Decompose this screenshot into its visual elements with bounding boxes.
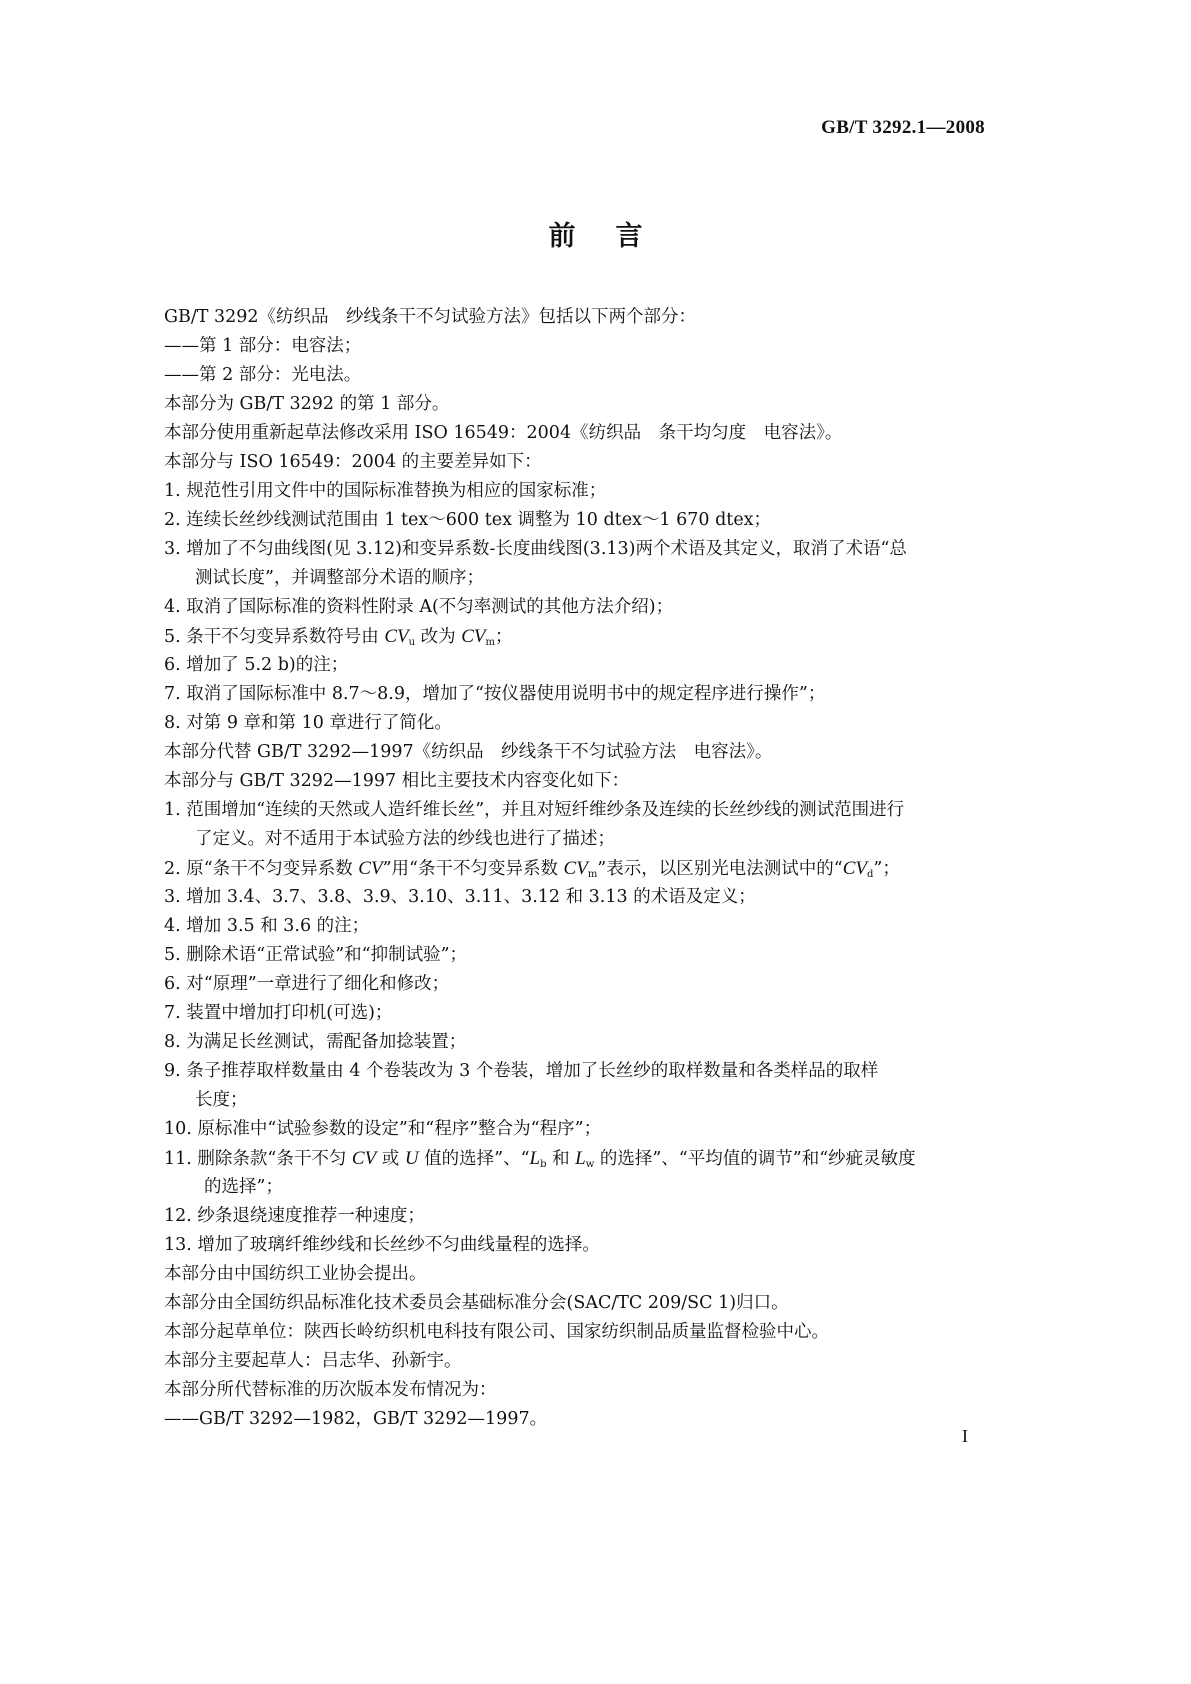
foreword-body — [164, 303, 994, 1434]
list-item: 10. 原标准中“试验参数的设定”和“程序”整合为“程序”； — [164, 1119, 602, 1139]
text: 改为 — [415, 627, 462, 647]
list-item: ——GB/T 3292—1982，GB/T 3292—1997。 — [164, 1409, 548, 1429]
list-item — [164, 1144, 994, 1173]
list-item: 7. 取消了国际标准中 8.7～8.9，增加了“按仪器使用说明书中的规定程序进行操作”； — [164, 684, 826, 704]
subscript: m — [587, 869, 598, 880]
cv-symbol: CV — [842, 858, 867, 879]
list-item: 1. 规范性引用文件中的国际标准替换为相应的国家标准； — [164, 481, 607, 501]
list-item: 4. 取消了国际标准的资料性附录 A(不匀率测试的其他方法介绍)； — [164, 597, 674, 617]
paragraph: 本部分所代替标准的历次版本发布情况为： — [164, 1380, 497, 1400]
standard-number-header: GB/T 3292.1—2008 — [821, 117, 985, 138]
text: ”用“条干不匀变异系数 — [382, 859, 564, 879]
list-item: ——第 2 部分：光电法。 — [164, 365, 362, 385]
l-symbol: L — [575, 1148, 586, 1169]
paragraph: GB/T 3292《纺织品 纱线条干不匀试验方法》包括以下两个部分： — [164, 307, 697, 327]
list-item-continuation: 了定义。对不适用于本试验方法的纱线也进行了描述； — [195, 829, 615, 849]
cv-symbol: CV — [384, 626, 409, 647]
page-title: 前言 — [548, 221, 683, 252]
u-symbol: U — [404, 1148, 419, 1169]
text: 或 — [376, 1149, 405, 1169]
list-item: 8. 对第 9 章和第 10 章进行了简化。 — [164, 713, 452, 733]
paragraph: 本部分主要起草人：吕志华、孙新宇。 — [164, 1351, 462, 1371]
cv-symbol: CV — [563, 858, 588, 879]
list-item — [164, 854, 994, 883]
subscript: b — [540, 1159, 547, 1170]
list-item-continuation: 的选择”； — [204, 1177, 283, 1197]
cv-symbol: CV — [351, 1148, 377, 1169]
subscript: d — [866, 869, 874, 880]
text: 值的选择”、“ — [418, 1149, 530, 1169]
cv-symbol: CV — [358, 858, 383, 879]
list-item: 3. 增加 3.4、3.7、3.8、3.9、3.10、3.11、3.12 和 3.13 的术语及定义； — [164, 887, 756, 907]
list-item: 2. 连续长丝纱线测试范围由 1 tex～600 tex 调整为 10 dtex～1 670 dtex； — [164, 510, 772, 530]
text: 11. 删除条款“条干不匀 — [164, 1149, 352, 1169]
subscript: w — [585, 1159, 595, 1170]
list-item: 5. 删除术语“正常试验”和“抑制试验”； — [164, 945, 468, 965]
text: ； — [494, 627, 513, 647]
paragraph: 本部分由中国纺织工业协会提出。 — [164, 1264, 427, 1284]
list-item: 6. 增加了 5.2 b)的注； — [164, 655, 349, 675]
cv-symbol: CV — [461, 626, 486, 647]
text: 和 — [546, 1149, 576, 1169]
paragraph: 本部分与 GB/T 3292—1997 相比主要技术内容变化如下： — [164, 771, 630, 791]
list-item: 6. 对“原理”一章进行了细化和修改； — [164, 974, 450, 994]
list-item-continuation: 测试长度”，并调整部分术语的顺序； — [195, 568, 484, 588]
list-item — [164, 622, 994, 651]
text: 2. 原“条干不匀变异系数 — [164, 859, 359, 879]
list-item: 9. 条子推荐取样数量由 4 个卷装改为 3 个卷装，增加了长丝纱的取样数量和各类样品的取样 — [164, 1061, 879, 1081]
list-item: ——第 1 部分：电容法； — [164, 336, 362, 356]
paragraph: 本部分使用重新起草法修改采用 ISO 16549：2004《纺织品 条干均匀度 电容法》。 — [164, 423, 843, 443]
list-item: 1. 范围增加“连续的天然或人造纤维长丝”，并且对短纤维纱条及连续的长丝纱线的测试范围进行 — [164, 800, 905, 820]
list-item: 8. 为满足长丝测试，需配备加捻装置； — [164, 1032, 467, 1052]
list-item: 4. 增加 3.5 和 3.6 的注； — [164, 916, 370, 936]
paragraph: 本部分与 ISO 16549：2004 的主要差异如下： — [164, 452, 542, 472]
paragraph: 本部分起草单位：陕西长岭纺织机电科技有限公司、国家纺织制品质量监督检验中心。 — [164, 1322, 829, 1342]
list-item: 12. 纱条退绕速度推荐一种速度； — [164, 1206, 425, 1226]
list-item: 13. 增加了玻璃纤维纱线和长丝纱不匀曲线量程的选择。 — [164, 1235, 600, 1255]
l-symbol: L — [529, 1148, 541, 1169]
paragraph: 本部分为 GB/T 3292 的第 1 部分。 — [164, 394, 450, 414]
text: ”； — [873, 859, 900, 879]
text: 5. 条干不匀变异系数符号由 — [164, 627, 385, 647]
text: ”表示，以区别光电法测试中的“ — [597, 859, 843, 879]
paragraph: 本部分由全国纺织品标准化技术委员会基础标准分会(SAC/TC 209/SC 1)归口。 — [164, 1293, 789, 1313]
subscript: m — [485, 637, 495, 648]
list-item-continuation: 长度； — [195, 1090, 248, 1110]
list-item: 3. 增加了不匀曲线图(见 3.12)和变异系数-长度曲线图(3.13)两个术语及其定义，取消了术语“总 — [164, 539, 907, 559]
list-item: 7. 装置中增加打印机(可选)； — [164, 1003, 393, 1023]
text: 的选择”、“平均值的调节”和“纱疵灵敏度 — [594, 1149, 916, 1169]
paragraph: 本部分代替 GB/T 3292—1997《纺织品 纱线条干不匀试验方法 电容法》。 — [164, 742, 773, 762]
subscript: u — [408, 637, 416, 648]
page-number: I — [962, 1426, 968, 1446]
